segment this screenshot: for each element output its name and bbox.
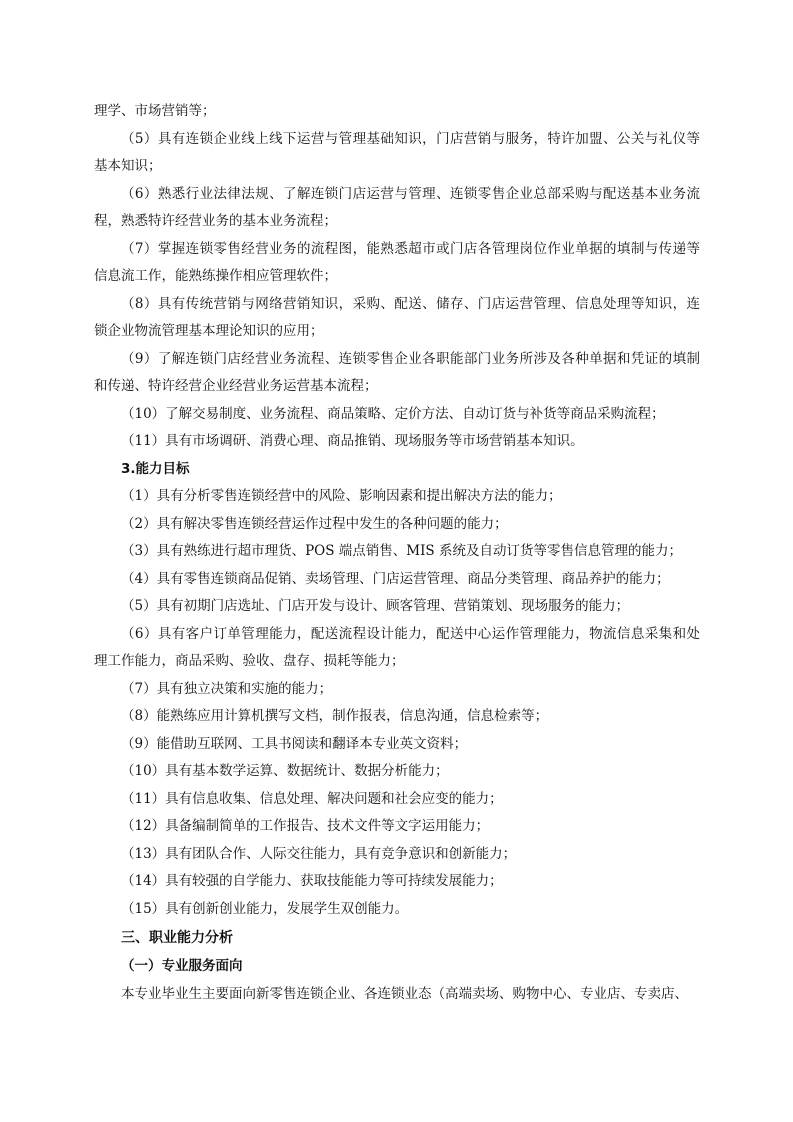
ability-item-13: （13）具有团队合作、人际交往能力，具有竞争意识和创新能力； xyxy=(121,845,517,862)
ability-item-8: （8）能熟练应用计算机撰写文档，制作报表，信息沟通，信息检索等； xyxy=(121,708,549,724)
knowledge-item-11: （11）具有市场调研、消费心理、商品推销、现场服务等市场营销基本知识。 xyxy=(121,433,584,449)
knowledge-item-4-cont: 理学、市场营销等； xyxy=(94,103,216,119)
knowledge-item-7: （7）掌握连锁零售经营业务的流程图，能熟悉超市或门店各管理岗位作业单据的填制与传递等 xyxy=(121,240,700,257)
ability-item-6-cont: 理工作能力，商品采购、验收、盘存、损耗等能力； xyxy=(94,653,405,669)
knowledge-item-7-cont: 信息流工作，能熟练操作相应管理软件； xyxy=(94,268,337,284)
knowledge-item-6-cont: 程，熟悉特许经营业务的基本业务流程； xyxy=(94,213,337,229)
knowledge-item-9: （9）了解连锁门店经营业务流程、连锁零售企业各职能部门业务所涉及各种单据和凭证的填制 xyxy=(121,350,700,367)
knowledge-item-10: （10）了解交易制度、业务流程、商品策略、定价方法、自动订货与补货等商品采购流程； xyxy=(121,405,665,422)
ability-item-6: （6）具有客户订单管理能力，配送流程设计能力，配送中心运作管理能力，物流信息采集和处 xyxy=(121,625,700,642)
ability-item-14: （14）具有较强的自学能力、获取技能能力等可持续发展能力； xyxy=(121,873,503,889)
knowledge-item-8-cont: 锁企业物流管理基本理论知识的应用； xyxy=(94,323,324,339)
subsection-title: （一）专业服务面向 xyxy=(121,958,243,974)
ability-item-12: （12）具备编制简单的工作报告、技术文件等文字运用能力； xyxy=(121,818,490,834)
ability-item-1: （1）具有分析零售连锁经营中的风险、影响因素和提出解决方法的能力； xyxy=(121,488,562,504)
knowledge-item-8: （8）具有传统营销与网络营销知识，采购、配送、储存、门店运营管理、信息处理等知识，连 xyxy=(121,295,700,312)
knowledge-item-5-cont: 基本知识； xyxy=(94,158,162,174)
ability-heading: 3.能力目标 xyxy=(121,460,190,477)
document-body xyxy=(94,98,700,1008)
knowledge-item-5: （5）具有连锁企业线上线下运营与管理基础知识，门店营销与服务，特许加盟、公关与礼仪等 xyxy=(121,130,700,147)
knowledge-item-6: （6）熟悉行业法律法规、了解连锁门店运营与管理、连锁零售企业总部采购与配送基本业务流 xyxy=(121,185,700,202)
closing-paragraph: 本专业毕业生主要面向新零售连锁企业、各连锁业态（高端卖场、购物中心、专业店、专卖店、 xyxy=(121,985,688,1002)
ability-item-9: （9）能借助互联网、工具书阅读和翻译本专业英文资料； xyxy=(121,735,468,752)
ability-item-2: （2）具有解决零售连锁经营运作过程中发生的各种问题的能力； xyxy=(121,515,508,532)
section-title: 三、职业能力分析 xyxy=(121,930,233,946)
ability-item-15: （15）具有创新创业能力，发展学生双创能力。 xyxy=(121,900,409,917)
knowledge-item-9-cont: 和传递、特许经营企业经营业务运营基本流程； xyxy=(94,378,378,394)
ability-item-4: （4）具有零售连锁商品促销、卖场管理、门店运营管理、商品分类管理、商品养护的能力； xyxy=(121,570,670,587)
ability-item-7: （7）具有独立决策和实施的能力； xyxy=(121,680,333,697)
ability-item-10: （10）具有基本数学运算、数据统计、数据分析能力； xyxy=(121,763,449,779)
ability-item-11: （11）具有信息收集、信息处理、解决问题和社会应变的能力； xyxy=(121,790,503,807)
ability-item-3: （3）具有熟练进行超市理货、POS 端点销售、MIS 系统及自动订货等零售信息管理的能力； xyxy=(121,543,682,559)
ability-item-5: （5）具有初期门店选址、门店开发与设计、顾客管理、营销策划、现场服务的能力； xyxy=(121,598,630,614)
